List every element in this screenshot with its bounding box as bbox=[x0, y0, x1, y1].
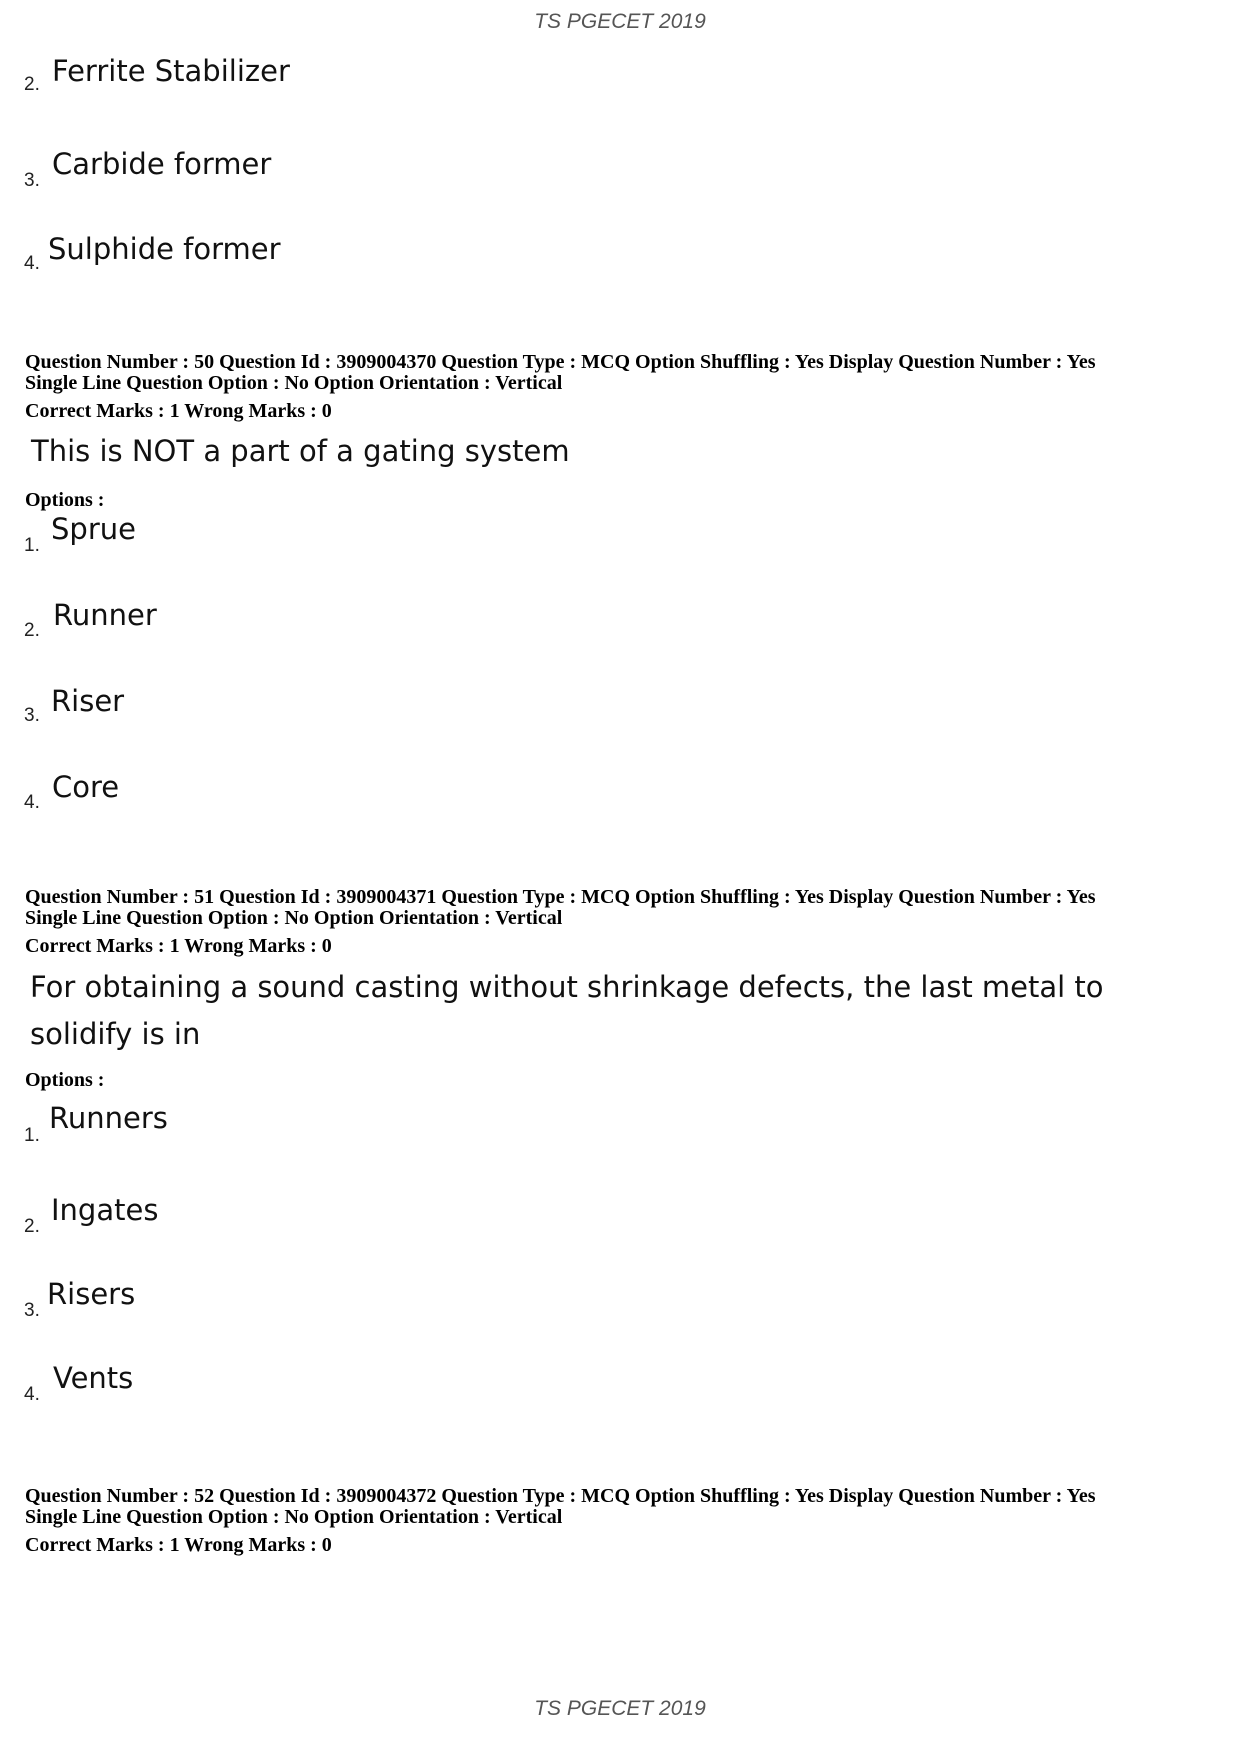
option-number: 4. bbox=[24, 792, 40, 813]
question-meta-line1: Question Number : 52 Question Id : 3909004372 Question Type : MCQ Option Shuffling : Yes Display Question Number : Yes bbox=[25, 1485, 1096, 1507]
option-number: 3. bbox=[24, 170, 40, 191]
option-number: 4. bbox=[24, 253, 40, 274]
question-text-line1: For obtaining a sound casting without shrinkage defects, the last metal to bbox=[30, 970, 1104, 1004]
option-text: Ferrite Stabilizer bbox=[52, 54, 290, 88]
option-text: Ingates bbox=[51, 1193, 159, 1227]
option-number: 2. bbox=[24, 74, 40, 95]
option-text: Sprue bbox=[51, 512, 136, 546]
options-label: Options : bbox=[25, 1069, 105, 1091]
question-meta-line1: Question Number : 50 Question Id : 3909004370 Question Type : MCQ Option Shuffling : Yes Display Question Number : Yes bbox=[25, 351, 1096, 373]
option-text: Carbide former bbox=[52, 147, 272, 181]
option-number: 3. bbox=[24, 705, 40, 726]
option-text: Vents bbox=[53, 1361, 134, 1395]
question-marks: Correct Marks : 1 Wrong Marks : 0 bbox=[25, 1534, 332, 1556]
option-number: 1. bbox=[24, 1125, 40, 1146]
option-text: Runners bbox=[49, 1101, 168, 1135]
option-number: 2. bbox=[24, 620, 40, 641]
option-text: Runner bbox=[53, 598, 157, 632]
question-text-line2: solidify is in bbox=[30, 1017, 201, 1051]
option-number: 1. bbox=[24, 535, 40, 556]
question-marks: Correct Marks : 1 Wrong Marks : 0 bbox=[25, 935, 332, 957]
page-footer: TS PGECET 2019 bbox=[534, 1697, 706, 1720]
question-meta-line2: Single Line Question Option : No Option Orientation : Vertical bbox=[25, 1506, 563, 1528]
option-text: Risers bbox=[47, 1277, 136, 1311]
options-label: Options : bbox=[25, 489, 105, 511]
question-marks: Correct Marks : 1 Wrong Marks : 0 bbox=[25, 400, 332, 422]
option-text: Core bbox=[52, 770, 120, 804]
question-meta-line1: Question Number : 51 Question Id : 3909004371 Question Type : MCQ Option Shuffling : Yes Display Question Number : Yes bbox=[25, 886, 1096, 908]
option-text: Sulphide former bbox=[48, 232, 281, 266]
option-text: Riser bbox=[51, 684, 125, 718]
option-number: 4. bbox=[24, 1384, 40, 1405]
page-header: TS PGECET 2019 bbox=[534, 10, 706, 33]
option-number: 3. bbox=[24, 1300, 40, 1321]
option-number: 2. bbox=[24, 1216, 40, 1237]
question-meta-line2: Single Line Question Option : No Option Orientation : Vertical bbox=[25, 372, 563, 394]
question-meta-line2: Single Line Question Option : No Option Orientation : Vertical bbox=[25, 907, 563, 929]
question-text: This is NOT a part of a gating system bbox=[31, 434, 570, 468]
